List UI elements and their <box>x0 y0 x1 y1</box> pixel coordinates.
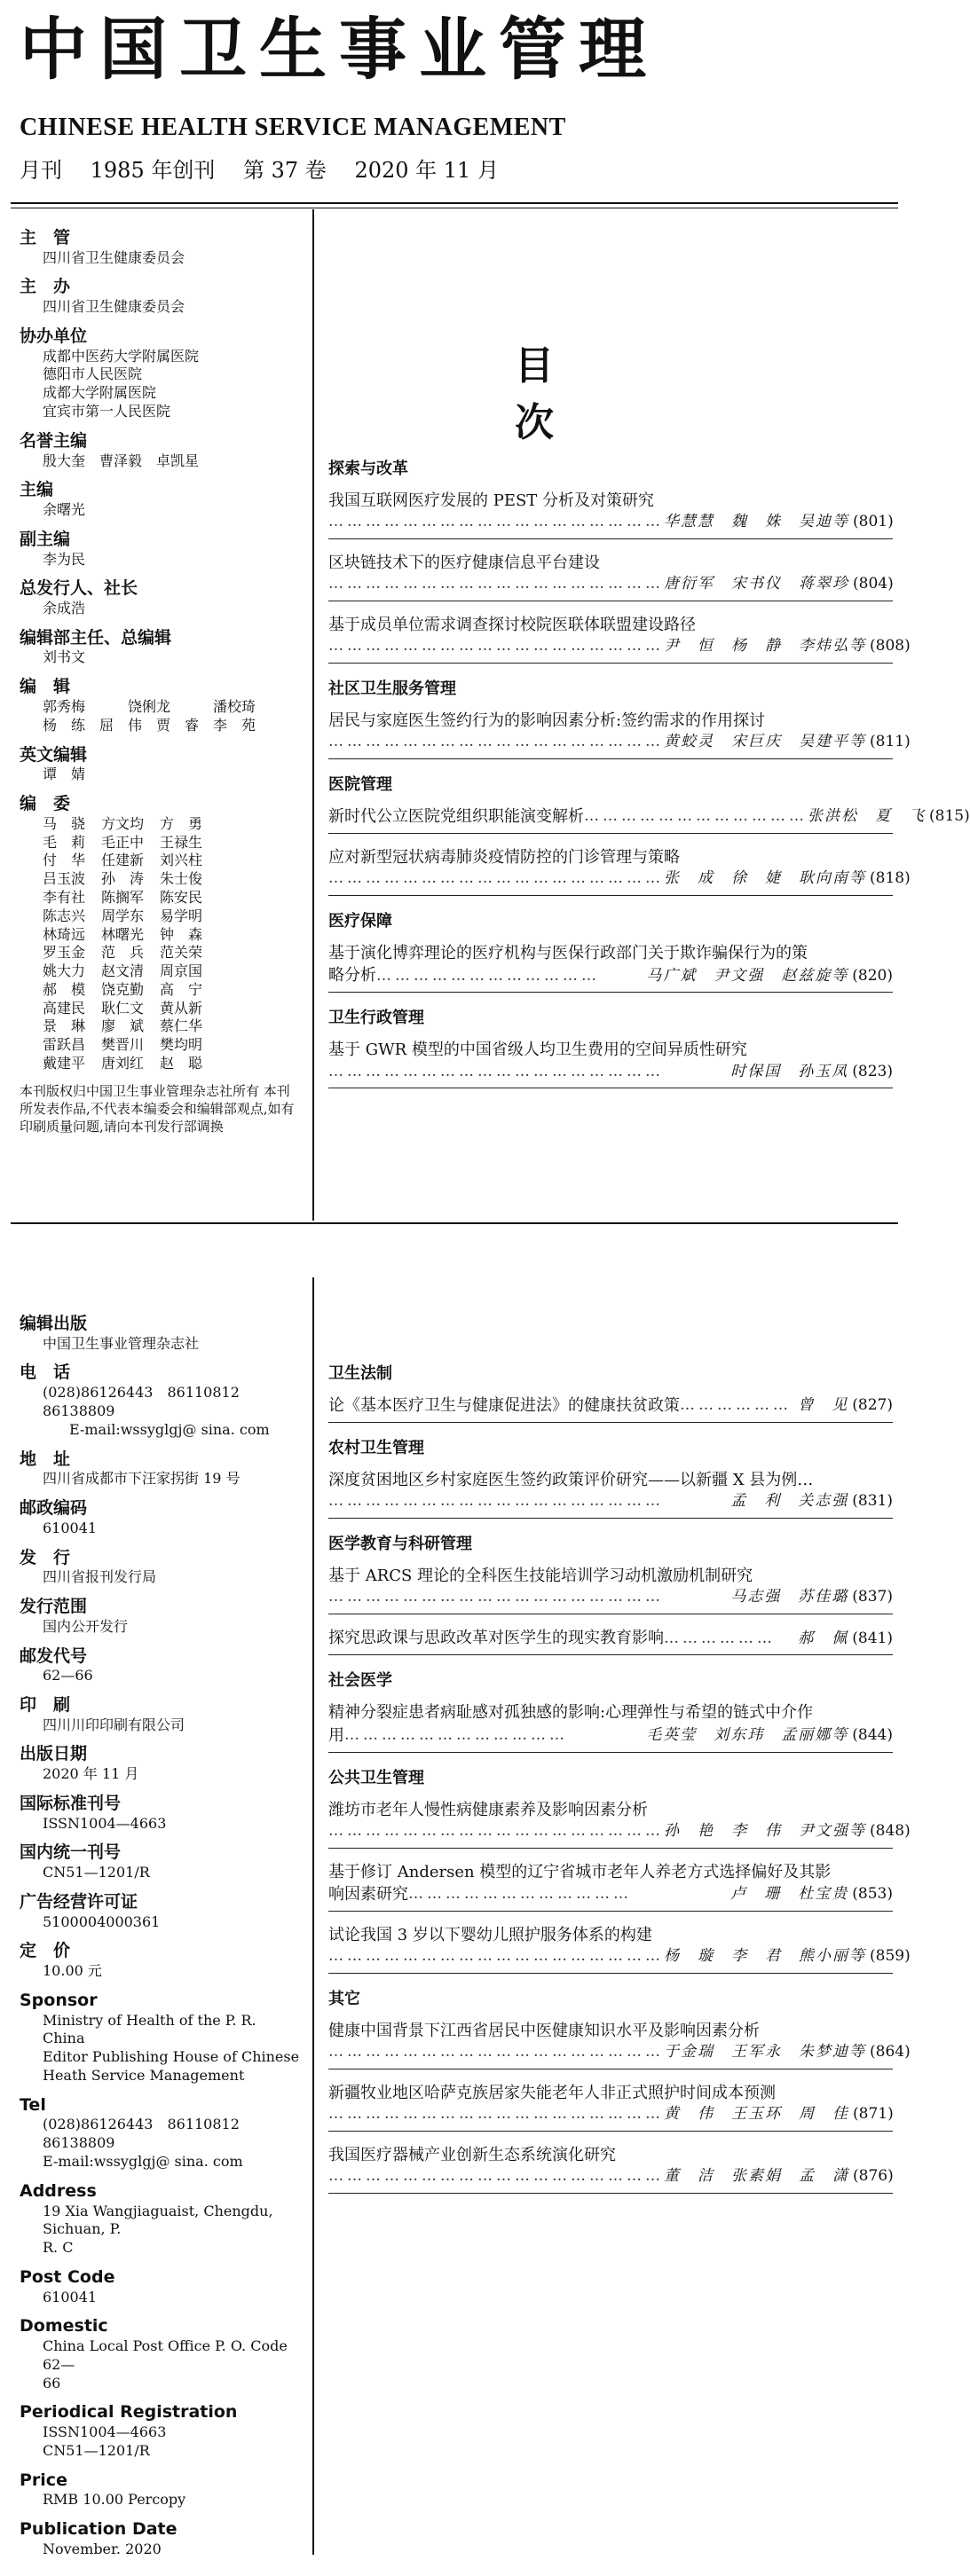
committee-member: 刘兴柱 <box>160 852 203 869</box>
column-divider-bottom <box>312 1277 314 2555</box>
article-title[interactable]: 基于成员单位需求调查探讨校院医联体联盟建设路径 <box>328 615 696 634</box>
committee-row <box>20 1036 302 1055</box>
issn: ISSN1004—4663 <box>43 1814 167 1832</box>
committee-member: 赵 聪 <box>160 1055 203 1072</box>
co-organizer: 德阳市人民医院 <box>43 365 143 383</box>
label-issn: 国际标准刊号 <box>20 1793 122 1813</box>
committee-row <box>20 834 302 852</box>
committee-member: 周京国 <box>160 962 203 980</box>
article-title[interactable]: 探究思政课与思政改革对医学生的现实教育影响 <box>328 1629 664 1648</box>
section-divider <box>11 1222 898 1224</box>
committee-member: 方 勇 <box>160 814 203 832</box>
article-page: (801) <box>853 513 894 531</box>
committee-member: 吕玉波 <box>43 870 86 888</box>
phone: (028)86126443 86110812 86138809 <box>43 1384 254 1419</box>
article-title[interactable]: 潍坊市老年人慢性病健康素养及影响因素分析 <box>328 1800 648 1819</box>
toc-section: 医院管理 <box>328 774 392 794</box>
committee-member: 饶克勤 <box>101 980 145 998</box>
toc-entry[interactable]: 精神分裂症患者病耻感对孤独感的影响:心理弹性与希望的链式中介作 用 ……………………………… 毛英莹 刘东玮 孟丽娜等 (844) <box>328 1701 893 1752</box>
article-authors: 马志强 苏佳璐 <box>730 1588 849 1606</box>
committee-member: 罗玉金 <box>43 944 86 962</box>
editors: 郭秀梅 饶俐龙 潘校琦 <box>43 697 256 715</box>
article-authors: 毛英莹 刘东玮 孟丽娜等 <box>646 1725 849 1744</box>
article-title[interactable]: 新时代公立医院党组织职能演变解析 <box>328 806 584 826</box>
sponsor: 四川省卫生健康委员会 <box>43 298 185 316</box>
committee-member: 陈安民 <box>160 888 203 906</box>
label-postal-code: 邮发代号 <box>20 1645 88 1666</box>
article-page: (820) <box>852 966 893 985</box>
committee-member: 朱士俊 <box>160 870 203 888</box>
tel-en: (028)86126443 86110812 86138809 <box>43 2116 254 2152</box>
committee-member: 马 骁 <box>43 814 86 832</box>
pubdate-en: November. 2020 <box>43 2540 162 2557</box>
label-distribution: 发 行 <box>20 1547 71 1567</box>
committee-member: 蔡仁华 <box>160 1017 203 1035</box>
article-page: (841) <box>852 1629 893 1647</box>
label-committee: 编 委 <box>20 794 71 814</box>
toc-entry[interactable]: 区块链技术下的医疗健康信息平台建设 ……………………………………………… 唐衍军 宋书仪 蒋翠珍 (804) <box>328 552 893 601</box>
article-page: (815) <box>929 807 970 826</box>
article-authors: 唐衍军 宋书仪 蒋翠珍 <box>664 575 849 593</box>
label-postcode-en: Post Code <box>20 2266 115 2287</box>
article-page: (864) <box>870 2043 911 2062</box>
committee-member: 毛正中 <box>101 833 145 851</box>
label-editor-in-chief: 主编 <box>20 480 54 500</box>
committee-row <box>20 889 302 907</box>
toc-entry[interactable]: 基于 ARCS 理论的全科医生技能培训学习动机激励机制研究 ……………………………………………… 马志强 苏佳璐 (837) <box>328 1565 893 1614</box>
article-title[interactable]: 基于演化博弈理论的医疗机构与医保行政部门关于欺诈骗保行为的策 <box>328 944 808 963</box>
committee-row <box>20 1017 302 1036</box>
article-page: (804) <box>853 575 894 593</box>
committee-member: 林曙光 <box>101 925 145 943</box>
committee-row <box>20 815 302 834</box>
cn: CN51—1201/R <box>43 1864 150 1881</box>
journal-title-en: CHINESE HEALTH SERVICE MANAGEMENT <box>20 114 566 141</box>
article-page: (811) <box>870 733 911 751</box>
committee-member: 高 宁 <box>160 980 203 998</box>
article-title[interactable]: 基于修订 Andersen 模型的辽宁省城市老年人养老方式选择偏好及其影 <box>328 1862 832 1881</box>
distribution: 四川省报刊发行局 <box>43 1568 157 1586</box>
committee-member: 方文均 <box>101 814 145 832</box>
toc-entry[interactable]: 健康中国背景下江西省居民中医健康知识水平及影响因素分析 ……………………………………………… 于金瑞 王军永 朱梦迪等 (864) <box>328 2020 893 2069</box>
toc-entry[interactable]: 基于 GWR 模型的中国省级人均卫生费用的空间异质性研究 ……………………………………………… 时保国 孙玉凤 (823) <box>328 1039 893 1088</box>
toc-heading: 目 次 <box>515 343 859 445</box>
toc-section: 社区卫生服务管理 <box>328 679 456 698</box>
article-authors: 张洪松 夏 飞 <box>808 807 926 826</box>
article-authors: 卢 珊 杜宝贵 <box>730 1885 849 1904</box>
label-co-organizers: 协办单位 <box>20 326 88 346</box>
toc-entry[interactable]: 我国医疗器械产业创新生态系统演化研究 ……………………………………………… 董 洁 张素娟 孟 潇 (876) <box>328 2144 893 2194</box>
sponsor-en: Heath Service Management <box>43 2066 245 2084</box>
deputy-editor: 李为民 <box>43 550 86 568</box>
committee-row <box>20 852 302 870</box>
article-page: (837) <box>852 1588 893 1606</box>
frequency: 月刊 <box>20 158 62 183</box>
distribution-scope: 国内公开发行 <box>43 1617 129 1635</box>
article-authors: 时保国 孙玉凤 <box>730 1062 849 1080</box>
editor-in-chief: 余曙光 <box>43 501 86 519</box>
committee-member: 高建民 <box>43 999 86 1017</box>
label-pub-date: 出版日期 <box>20 1744 88 1764</box>
printer: 四川川印印刷有限公司 <box>43 1716 185 1733</box>
column-divider-top <box>312 209 314 1221</box>
email-en: E-mail:wssyglgj@ sina. com <box>43 2153 243 2171</box>
toc-section: 探索与改革 <box>328 459 408 478</box>
toc-part-1 <box>328 444 970 1101</box>
article-page: (823) <box>852 1062 893 1080</box>
committee-member: 周学东 <box>101 907 145 924</box>
committee-row <box>20 907 302 926</box>
toc-entry[interactable]: 试论我国 3 岁以下婴幼儿照护服务体系的构建 ……………………………………………… 杨 璇 李 君 熊小丽等 (859) <box>328 1924 893 1974</box>
committee-member: 李有社 <box>43 888 86 906</box>
committee-member: 易学明 <box>160 907 203 924</box>
email: E-mail:wssyglgj@ sina. com <box>69 1420 270 1438</box>
co-organizer: 成都中医药大学附属医院 <box>43 347 200 365</box>
price: 10.00 元 <box>43 1962 102 1980</box>
toc-section: 卫生行政管理 <box>328 1009 424 1028</box>
article-authors: 郝 佩 <box>798 1629 849 1647</box>
committee-member: 樊均明 <box>160 1036 203 1054</box>
article-title[interactable]: 居民与家庭医生签约行为的影响因素分析:签约需求的作用探讨 <box>328 711 766 730</box>
article-title[interactable]: 区块链技术下的医疗健康信息平台建设 <box>328 553 600 572</box>
committee-row <box>20 926 302 945</box>
label-tel-en: Tel <box>20 2094 46 2115</box>
committee-row <box>20 944 302 962</box>
article-title[interactable]: 我国互联网医疗发展的 PEST 分析及对策研究 <box>328 491 655 510</box>
article-title[interactable]: 基于 ARCS 理论的全科医生技能培训学习动机激励机制研究 <box>328 1567 753 1586</box>
journal-title-cn: 中国卫生事业管理 <box>20 10 658 89</box>
address-en: R. C <box>43 2239 74 2257</box>
co-organizer: 成都大学附属医院 <box>43 384 157 402</box>
article-title[interactable]: 我国医疗器械产业创新生态系统演化研究 <box>328 2146 616 2165</box>
price-en: RMB 10.00 Percopy <box>43 2491 186 2509</box>
committee-member: 耿仁文 <box>101 999 145 1017</box>
publisher-info <box>20 1313 302 2568</box>
issue-meta <box>20 153 520 184</box>
committee-member: 景 琳 <box>43 1017 86 1035</box>
committee-member: 郝 模 <box>43 980 86 998</box>
toc-entry[interactable]: 我国互联网医疗发展的 PEST 分析及对策研究 ……………………………………………… 华慧慧 魏 姝 吴迪等 (801) <box>328 490 893 539</box>
sponsor-en: Editor Publishing House of Chinese <box>43 2048 300 2066</box>
editors: 杨 练 屈 伟 贾 睿 李 苑 <box>43 716 256 734</box>
article-page: (844) <box>852 1725 893 1744</box>
article-page: (808) <box>870 637 911 656</box>
committee-member: 孙 涛 <box>101 870 145 888</box>
committee-member: 陈搁军 <box>101 888 145 906</box>
committee-member: 姚大力 <box>43 962 86 980</box>
label-edited-published: 编辑出版 <box>20 1314 88 1333</box>
article-page: (853) <box>852 1885 893 1904</box>
toc-entry[interactable]: 新疆牧业地区哈萨克族居家失能老年人非正式照护时间成本预测 ……………………………………………… 黄 伟 王玉环 周 佳 (871) <box>328 2082 893 2132</box>
pub-date: 2020 年 11 月 <box>43 1765 139 1783</box>
domestic-en: 66 <box>43 2374 61 2391</box>
edited-published: 中国卫生事业管理杂志社 <box>43 1334 200 1352</box>
registration-en: ISSN1004—4663 <box>43 2423 167 2441</box>
english-editor: 谭 婧 <box>43 766 86 783</box>
supervisor: 四川省卫生健康委员会 <box>43 248 185 266</box>
label-distribution-scope: 发行范围 <box>20 1597 88 1617</box>
article-title-cont: 响因素研究 <box>328 1884 408 1904</box>
committee-member: 赵文清 <box>101 962 145 980</box>
committee-row <box>20 962 302 981</box>
postcode-en: 610041 <box>43 2288 98 2305</box>
toc-entry[interactable]: 探究思政课与思政改革对医学生的现实教育影响 ……………… 郝 佩 (841) <box>328 1627 893 1655</box>
committee-list <box>20 815 302 1073</box>
committee-member: 钟 森 <box>160 925 203 943</box>
article-title[interactable]: 基于 GWR 模型的中国省级人均卫生费用的空间异质性研究 <box>328 1041 747 1060</box>
article-authors: 尹 恒 杨 静 李炜弘等 <box>664 637 866 656</box>
article-authors: 孟 利 关志强 <box>730 1492 849 1511</box>
committee-member: 廖 斌 <box>101 1017 145 1035</box>
committee-member: 陈志兴 <box>43 907 86 924</box>
director: 刘书文 <box>43 648 86 666</box>
label-cn: 国内统一刊号 <box>20 1842 122 1863</box>
toc-section: 其它 <box>328 1990 360 2009</box>
label-deputy-editor: 副主编 <box>20 529 71 549</box>
article-authors: 杨 璇 李 君 熊小丽等 <box>664 1947 866 1966</box>
toc-section: 农村卫生管理 <box>328 1439 424 1458</box>
issue-date: 2020 年 11 月 <box>354 158 499 183</box>
toc-entry[interactable]: 新时代公立医院党组织职能演变解析 ……………………………… 张洪松 夏 飞 (815) <box>328 805 893 834</box>
committee-row <box>20 1000 302 1018</box>
label-price: 定 价 <box>20 1941 71 1961</box>
article-page: (871) <box>853 2105 894 2124</box>
article-title[interactable]: 深度贫困地区乡村家庭医生签约政策评价研究——以新疆 X 县为例… <box>328 1471 814 1490</box>
domestic-en: China Local Post Office P. O. Code 62— <box>43 2337 288 2373</box>
committee-member: 戴建平 <box>43 1055 86 1072</box>
label-domestic-en: Domestic <box>20 2316 108 2336</box>
committee-row <box>20 1055 302 1073</box>
committee-member: 任建新 <box>101 852 145 869</box>
article-title[interactable]: 应对新型冠状病毒肺炎疫情防控的门诊管理与策略 <box>328 848 680 868</box>
label-address-en: Address <box>20 2180 97 2201</box>
article-title[interactable]: 论《基本医疗卫生与健康促进法》的健康扶贫政策 <box>328 1396 680 1415</box>
postal-code: 62—66 <box>43 1667 93 1685</box>
article-page: (876) <box>853 2167 894 2186</box>
toc-entry[interactable]: 基于成员单位需求调查探讨校院医联体联盟建设路径 ……………………………………………… 尹 恒 杨 静 李炜弘等 (808) <box>328 614 893 664</box>
article-authors: 董 洁 张素娟 孟 潇 <box>664 2167 849 2186</box>
toc-section: 医学教育与科研管理 <box>328 1535 472 1554</box>
article-title[interactable]: 新疆牧业地区哈萨克族居家失能老年人非正式照护时间成本预测 <box>328 2084 776 2103</box>
toc-entry[interactable]: 潍坊市老年人慢性病健康素养及影响因素分析 ……………………………………………… 孙 艳 李 伟 尹文强等 (848) <box>328 1799 893 1849</box>
label-address: 地 址 <box>20 1449 71 1469</box>
article-authors: 孙 艳 李 伟 尹文强等 <box>664 1821 866 1840</box>
toc-part-2 <box>328 1348 911 2206</box>
label-printer: 印 刷 <box>20 1694 71 1715</box>
article-authors: 张 成 徐 婕 耿向南等 <box>664 869 866 888</box>
committee-member: 付 华 <box>43 852 86 869</box>
article-title[interactable]: 精神分裂症患者病耻感对孤独感的影响:心理弹性与希望的链式中介作 <box>328 1703 814 1723</box>
article-authors: 曾 见 <box>798 1396 849 1415</box>
volume: 第 37 卷 <box>243 158 327 183</box>
label-pubdate-en: Publication Date <box>20 2519 177 2540</box>
sponsor-en: Ministry of Health of the P. R. China <box>43 2011 256 2047</box>
label-registration-en: Periodical Registration <box>20 2402 238 2423</box>
toc-section: 公共卫生管理 <box>328 1768 424 1787</box>
article-authors: 于金瑞 王军永 朱梦迪等 <box>664 2043 866 2062</box>
honorary-editors: 殷大奎 曹泽毅 卓凯星 <box>43 452 200 469</box>
label-sponsor-en: Sponsor <box>20 1990 98 2010</box>
article-title[interactable]: 健康中国背景下江西省居民中医健康知识水平及影响因素分析 <box>328 2022 760 2041</box>
label-sponsor: 主 办 <box>20 277 71 297</box>
toc-entry[interactable]: 基于修订 Andersen 模型的辽宁省城市老年人养老方式选择偏好及其影 响因素研究 ……………………………… 卢 珊 杜宝贵 (853) <box>328 1861 893 1912</box>
committee-member: 林琦远 <box>43 925 86 943</box>
label-publisher-president: 总发行人、社长 <box>20 578 138 599</box>
committee-member: 黄从新 <box>160 999 203 1017</box>
toc-entry[interactable]: 基于演化博弈理论的医疗机构与医保行政部门关于欺诈骗保行为的策 略分析 ……………………………… 马广斌 尹文强 赵兹旋等 (820) <box>328 942 893 993</box>
committee-member: 范关荣 <box>160 944 203 962</box>
committee-row <box>20 870 302 889</box>
article-page: (848) <box>870 1821 911 1840</box>
label-price-en: Price <box>20 2470 67 2490</box>
label-editors: 编 辑 <box>20 677 71 697</box>
address: 四川省成都市下汪家拐街 19 号 <box>43 1470 241 1488</box>
publisher-president: 余成浩 <box>43 599 86 617</box>
co-organizer: 宜宾市第一人民医院 <box>43 403 171 420</box>
masthead <box>20 227 302 1136</box>
copyright-notice: 本刊版权归中国卫生事业管理杂志社所有 本刊所发表作品,不代表本编委会和编辑部观点,如有印刷质量问题,请向本刊发行部调换 <box>20 1082 295 1135</box>
toc-entry[interactable]: 应对新型冠状病毒肺炎疫情防控的门诊管理与策略 ……………………………………………… 张 成 徐 婕 耿向南等 (818) <box>328 846 893 896</box>
toc-entry[interactable]: 居民与家庭医生签约行为的影响因素分析:签约需求的作用探讨 ……………………………………………… 黄蛟灵 宋巨庆 吴建平等 (811) <box>328 710 893 759</box>
toc-entry[interactable]: 论《基本医疗卫生与健康促进法》的健康扶贫政策 ……………… 曾 见 (827) <box>328 1394 893 1423</box>
article-page: (818) <box>870 869 911 888</box>
committee-row <box>20 981 302 1000</box>
committee-member: 樊晋川 <box>101 1036 145 1054</box>
article-authors: 黄蛟灵 宋巨庆 吴建平等 <box>664 733 866 751</box>
toc-section: 医疗保障 <box>328 912 392 931</box>
registration-en: CN51—1201/R <box>43 2441 150 2459</box>
committee-member: 雷跃昌 <box>43 1036 86 1054</box>
label-phone: 电 话 <box>20 1363 71 1383</box>
article-page: (827) <box>852 1396 893 1415</box>
article-authors: 马广斌 尹文强 赵兹旋等 <box>646 966 849 985</box>
header-divider-top <box>11 202 898 204</box>
ad-license: 5100004000361 <box>43 1912 161 1930</box>
toc-section: 卫生法制 <box>328 1364 392 1383</box>
article-title-cont: 用 <box>328 1725 344 1745</box>
label-supervisor: 主 管 <box>20 228 71 247</box>
postcode: 610041 <box>43 1519 98 1536</box>
address-en: 19 Xia Wangjiaguaist, Chengdu, Sichuan, P. <box>43 2202 273 2238</box>
committee-member: 唐刘红 <box>101 1055 145 1072</box>
article-page: (859) <box>870 1947 911 1966</box>
toc-section: 社会医学 <box>328 1671 392 1691</box>
committee-member: 范 兵 <box>101 944 145 962</box>
founded-year: 1985 年创刊 <box>90 158 216 183</box>
committee-member: 毛 莉 <box>43 833 86 851</box>
label-ad-license: 广告经营许可证 <box>20 1891 138 1912</box>
label-director: 编辑部主任、总编辑 <box>20 627 172 648</box>
toc-entry[interactable]: 深度贫困地区乡村家庭医生签约政策评价研究——以新疆 X 县为例… ……………………………………………… 孟 利 关志强 (831) <box>328 1469 893 1519</box>
label-english-editor: 英文编辑 <box>20 744 88 765</box>
label-honorary-editors: 名誉主编 <box>20 430 88 451</box>
label-postcode: 邮政编码 <box>20 1498 88 1519</box>
article-title-cont: 略分析 <box>328 966 376 986</box>
article-authors: 华慧慧 魏 姝 吴迪等 <box>664 513 849 531</box>
committee-member: 王禄生 <box>160 833 203 851</box>
article-authors: 黄 伟 王玉环 周 佳 <box>664 2105 849 2124</box>
article-title[interactable]: 试论我国 3 岁以下婴幼儿照护服务体系的构建 <box>328 1926 652 1945</box>
article-page: (831) <box>852 1492 893 1511</box>
